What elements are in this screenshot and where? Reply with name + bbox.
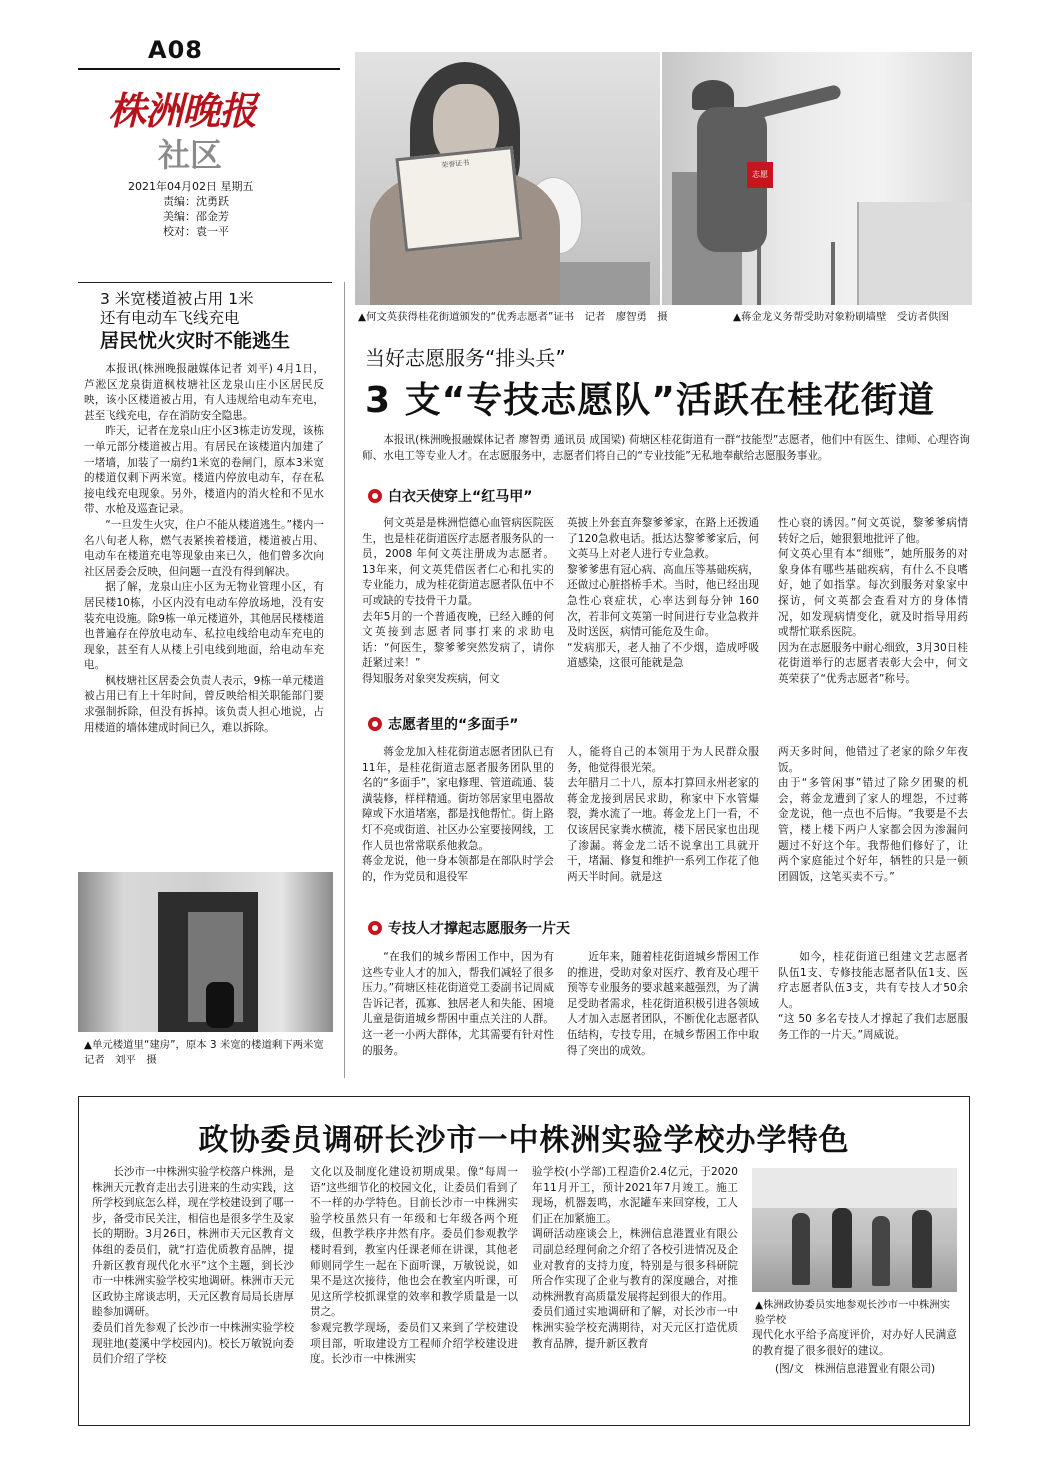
issue-date: 2021年04月02日 星期五 (128, 180, 254, 193)
left-column-divider (344, 282, 345, 1078)
bullet-icon (368, 921, 382, 935)
section1-text: 何文英是是株洲恺德心血管病医院医生，也是桂花街道医疗志愿者服务队的一员，2008 年何文英注册成为志愿者。13年来，何文英凭借医者仁心和扎实的专业能力，成为桂花街道志愿者队伍中不可或缺的专技骨干力量。 去年5月的一个普通夜晚，已经入睡的何文英接到志愿者同事打来的求助电话：“何医生，黎爹爹突然发病了，请你赶紧过来！” 得知服务对象突发疾病，何文 (362, 517, 554, 685)
bottom-text: 文化以及制度化建设初期成果。像“每周一语”这些细节化的校园文化，让委员们看到了不一样的办学特色。目前长沙市一中株洲实验学校虽然只有一年级和七年级各两个班级，但教学秩序井然有序。委员们参观教学楼时看到，教室内任课老师在讲课，其他老师则同学生一起在下面听课，万敏锐说，如果不是这次接待，他也会在教室内听课，可见这所学校抓课堂的效率和教学质量是一以贯之。 参观完教学现场，委员们又来到了学校建设项目部，听取建设方工程师介绍学校建设进度。长沙市一中株洲实 (310, 1166, 518, 1366)
visitor-shape (872, 1216, 890, 1286)
art-editor-credit: 美编：邵金芳 (163, 210, 229, 223)
section2-col2 (567, 745, 759, 905)
visitor-shape (832, 1208, 852, 1288)
bullet-icon (368, 489, 382, 503)
photo-cppcc-visit (752, 1168, 957, 1292)
section1-col2 (567, 516, 759, 712)
section-title: 社区 (158, 136, 223, 174)
subhead-label: 志愿者里的“多面手” (388, 717, 519, 733)
page-number: A08 (148, 36, 203, 64)
wall-panel-shape (857, 202, 972, 305)
bottom-credit: (图/文 株洲信息港置业有限公司) (775, 1363, 936, 1375)
subhead-label: 专技人才撑起志愿服务一片天 (388, 921, 570, 937)
photo-corridor (78, 872, 333, 1032)
photo-he-wenying (355, 52, 660, 305)
left-paragraph: 昨天，记者在龙泉山庄小区3栋走访发现，该栋一单元部分楼道被占用。有居民在该楼道内加建了一堵墙，加装了一扇约1米宽的卷闸门，原本3米宽的楼道仅剩下两米宽。楼道内停放电动车，存在私接电线充电现象。另外，楼道内的消火栓和不见水带、水枪及巡查记录。 (84, 425, 324, 516)
section2-text: 两天多时间，他错过了老家的除夕年夜饭。 由于“多管闲事”错过了除夕团聚的机会，蒋金龙遭到了家人的埋怨，不过蒋金龙说，他一点也不后悔。“我要是不去管，楼上楼下两户人家都会因为渗漏问题过不好这个年。我帮他们修好了，让两个家庭能过个好年，牺牲的只是一顿团圆饭，这笔买卖不亏。” (778, 746, 968, 883)
bottom-col3 (532, 1165, 738, 1419)
left-paragraph: “一旦发生火灾，住户不能从楼道逃生。”楼内一名八旬老人称，燃气表紧挨着楼道，楼道被占用、电动车在楼道充电等现象由来已久，他们曾多次向社区居委会反映，但问题一直没有得到解决。 (84, 518, 324, 578)
section2-col1 (362, 745, 554, 905)
section2-text: 蒋金龙加入桂花街道志愿者团队已有11年，是桂花街道志愿者服务团队里的名的“多面手”，家电修理、管道疏通、装潢装修，样样精通。街坊邻居家里电器故障或下水道堵塞，都是找他帮忙。街上路灯不亮或街道、社区办公室要接网线，工作人员也常常联系他救急。 蒋金龙说，他一身本领都是在部队时学会的，作为党员和退役军 (362, 746, 554, 883)
section1-col3 (778, 516, 968, 712)
section2-text: 人，能将自己的本领用于为人民群众服务，他觉得很光荣。 去年腊月二十八，原本打算回永州老家的蒋金龙接到居民求助，称家中下水管爆裂，粪水流了一地。蒋金龙上门一看，不仅该居民家粪水横流，楼下居民家也出现了渗漏。蒋金龙二话不说拿出工具就开干，堵漏、修复和维护一系列工作花了他两天半时间。就是这 (567, 746, 759, 883)
section1-col1 (362, 516, 554, 712)
section3-col1 (362, 950, 554, 1078)
bottom-headline: 政协委员调研长沙市一中株洲实验学校办学特色 (198, 1123, 850, 1158)
subhead-professionals (368, 918, 570, 938)
main-lead: 本报讯(株洲晚报融媒体记者 廖智勇 通讯员 成国梁) 荷塘区桂花街道有一群“技能型”志愿者，他们中有医生、律师、心理咨询师、水电工等专业人才。在志愿服务中，志愿者们将自己的“专业技能”无私地奉献给志愿服务事业。 (362, 434, 970, 462)
editor-credit: 责编：沈勇跃 (163, 195, 229, 208)
masthead-top-rule (78, 68, 340, 70)
section1-text: 英披上外套直奔黎爹爹家，在路上还拨通了120急救电话。抵达达黎爹爹家后，何文英马上对老人进行专业急救。 黎爹爹患有冠心病、高血压等基础疾病，还做过心脏搭桥手术。当时，他已经出现急性心衰症状，心率达到每分钟 160 次，若非何文英第一时间进行专业急救并及时送医，病情可能危及生命。 “发病那天，老人抽了不少烟，造成呼吸道感染，这很可能就是急 (567, 517, 759, 670)
certificate-title: 荣誉证书 (441, 158, 470, 170)
left-title-main: 居民忧火灾时不能逃生 (100, 330, 291, 352)
photo-jiang-jinlong (662, 52, 972, 305)
armband-shape (747, 162, 773, 188)
main-headline: 3 支“专技志愿队”活跃在桂花街道 (365, 380, 935, 421)
bottom-text: 验学校(小学部)工程造价2.4亿元，于2020年11月开工，预计2021年7月竣工。施工现场，机器轰鸣，水泥罐车来回穿梭，工人们正在加紧施工。 调研活动座谈会上，株洲信息港置业有限公司副总经理何俞之介绍了各校引进情况及企业对教育的支持力度，特别是与很多科研院所合作实现了企业与教育的深度融合，对推动株洲教育高质量发展将起到很大的作用。 委员们通过实地调研和了解，对长沙市一中株洲实验学校充满期待，对天元区打造优质教育品牌，提升新区教育 (532, 1166, 738, 1350)
subhead-white-coat (368, 486, 532, 506)
left-paragraph: 枫枝塘社区居委会负责人表示，9栋一单元楼道被占用已有上十年时间，曾反映给相关职能部门要求强制拆除，但没有拆掉。该负责人担心地说，占用楼道的墙体建成时间已久，难以拆除。 (84, 674, 324, 734)
caption-cppcc: ▲株洲政协委员实地参观长沙市一中株洲实验学校 (755, 1299, 951, 1326)
bottom-col2 (310, 1165, 518, 1419)
main-kicker: 当好志愿服务“排头兵” (365, 346, 566, 370)
left-article-top-rule (78, 282, 332, 283)
proofreader-credit: 校对：袁一平 (163, 225, 229, 238)
section2-col3 (778, 745, 968, 905)
ladder-shape (757, 242, 835, 305)
visitor-shape (912, 1210, 932, 1288)
left-paragraph: 据了解，龙泉山庄小区为无物业管理小区，有居民楼10栋，小区内没有电动车停放场地，没有安装充电设施。除9栋一单元楼道外，其他居民楼楼道也普遍存在停放电动车、私拉电线给电动车充电的现象，甚至有人从楼上引电线到地面，给电动车充电。 (84, 581, 324, 672)
paper-logo: 株洲晚报 (108, 88, 257, 133)
section3-col2 (567, 950, 759, 1078)
bottom-col1 (92, 1165, 294, 1419)
left-title-line1: 3 米宽楼道被占用 1米 (100, 290, 254, 308)
section3-text: 近年来，随着桂花街道城乡帮困工作的推进，受助对象对医疗、教育及心理干预等专业服务的要求越来越强烈，为了满足受助者需求，桂花街道积极引进各领域人才加入志愿者团队，不断优化志愿者队伍结构，专技专用，在城乡帮困工作中取得了突出的成效。 (567, 951, 759, 1057)
left-paragraph: 本报讯(株洲晚报融媒体记者 刘平) 4月1日，芦淞区龙泉街道枫枝塘社区龙泉山庄小区居民反映，该小区楼道被占用，有人违规给电动车充电，甚至飞线充电，存在消防安全隐患。 (84, 363, 324, 422)
building-shape (752, 1168, 957, 1208)
subhead-all-rounder (368, 714, 518, 734)
caption-corridor: ▲单元楼道里“建房”，原本 3 米宽的楼道剩下两米宽 记者 刘平 摄 (84, 1039, 335, 1066)
armband-label: 志愿 (752, 170, 768, 179)
section3-text: “在我们的城乡帮困工作中，因为有这些专业人才的加入，帮我们减轻了很多压力。”荷塘区桂花街道党工委副书记周威告诉记者，孤寡、独居老人和失能、困境儿童是街道城乡帮困中重点关注的人群。这一老一小两大群体，尤其需要有针对性的服务。 (362, 951, 554, 1057)
section3-text: 如今，桂花街道已组建文艺志愿者队伍1支、专修技能志愿者队伍1支、医疗志愿者队伍3支，共有专技人才50余人。 “这 50 多名专技人才撑起了我们志愿服务工作的一片天。”周威说。 (778, 951, 968, 1041)
worker-arm-shape (732, 84, 842, 124)
left-article-body (84, 362, 324, 854)
bullet-icon (368, 717, 382, 731)
worker-cap-shape (692, 80, 734, 110)
section1-text: 性心衰的诱因。”何文英说，黎爹爹病情转好之后，她狠狠地批评了他。 何文英心里有本“细账”，她所服务的对象身体有哪些基础疾病，有什么不良嗜好，她了如指掌。每次到服务对象家中探访，何文英都会查看对方的身体情况，如发现病情变化，就及时指导用药或帮忙联系医院。 因为在志愿服务中耐心细致，3月30日桂花街道举行的志愿者表彰大会中，何文英荣获了“优秀志愿者”称号。 (778, 517, 968, 685)
visitor-shape (792, 1213, 810, 1285)
certificate-shape (395, 146, 522, 252)
left-title-line2: 还有电动车飞线充电 (100, 309, 240, 327)
bottom-text: 长沙市一中株洲实验学校落户株洲，是株洲天元教育走出去引进来的生动实践，这所学校到底怎么样，现在学校建设到了哪一步，备受市民关注，相信也是很多学生及家长的期盼。3月26日，株洲市天元区教育文体组的委员们，就“打造优质教育品牌，提升新区教育现代化水平”这个主题，到长沙市一中株洲实验学校实地调研。株洲市天元区政协主席谈志明，天元区教育局局长唐厚睦参加调研。 委员们首先参观了长沙市一中株洲实验学校现驻地(菱溪中学校园内)。校长万敏锐向委员们介绍了学校 (92, 1166, 294, 1366)
caption-jiang-jinlong: ▲蒋金龙义务帮受助对象粉刷墙壁 受访者供图 (733, 311, 949, 323)
bottom-last-col: 现代化水平给予高度评价，对办好人民满意的教育提了很多很好的建议。 (752, 1329, 957, 1357)
section3-col3 (778, 950, 968, 1078)
caption-he-wenying: ▲何文英获得桂花街道颁发的“优秀志愿者”证书 记者 廖智勇 摄 (358, 311, 668, 323)
subhead-label: 白衣天使穿上“红马甲” (388, 489, 533, 505)
scooter-shape (206, 982, 234, 1028)
